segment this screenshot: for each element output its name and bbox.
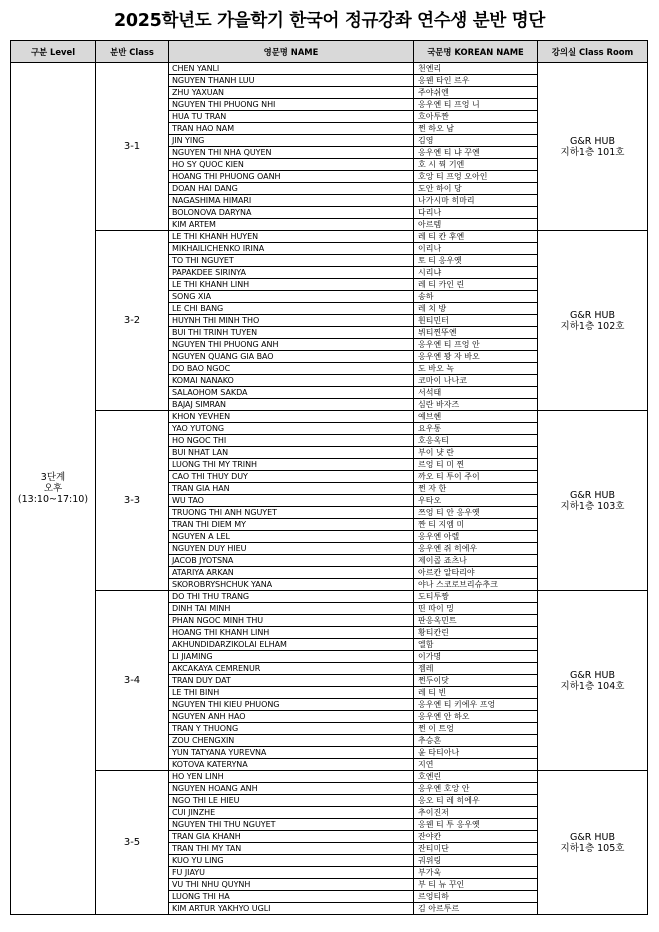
english-name-cell: NGUYEN THI PHUONG ANH	[169, 339, 414, 351]
english-name-cell: KOMAI NANAKO	[169, 375, 414, 387]
english-name-cell: AKHUNDIDARZIKOLAI ELHAM	[169, 639, 414, 651]
english-name-cell: HO NGOC THI	[169, 435, 414, 447]
english-name-cell: PHAN NGOC MINH THU	[169, 615, 414, 627]
korean-name-cell: 젬레	[414, 663, 538, 675]
english-name-cell: SONG XIA	[169, 291, 414, 303]
korean-name-cell: 주야쉬엔	[414, 87, 538, 99]
english-name-cell: HO SY QUOC KIEN	[169, 159, 414, 171]
class-room-cell	[538, 771, 648, 915]
level-line2: 오후	[43, 483, 63, 494]
english-name-cell: DO THI THU TRANG	[169, 591, 414, 603]
korean-name-cell: 제이콥 죠츠나	[414, 555, 538, 567]
class-room-cell	[538, 231, 648, 411]
table-row	[11, 411, 648, 423]
english-name-cell: BOLONOVA DARYNA	[169, 207, 414, 219]
korean-name-cell: 호앙 티 프엉 오아인	[414, 171, 538, 183]
table-row	[11, 63, 648, 75]
korean-name-cell: 도티투짱	[414, 591, 538, 603]
korean-name-cell: 쩐 자 한	[414, 483, 538, 495]
korean-name-cell: 응우옌 티 키에우 프엉	[414, 699, 538, 711]
english-name-cell: BUI NHAT LAN	[169, 447, 414, 459]
korean-name-cell: 레 티 카인 린	[414, 279, 538, 291]
english-name-cell: CAO THI THUY DUY	[169, 471, 414, 483]
header-level: 구분 Level	[11, 41, 96, 63]
korean-name-cell: 야나 스코로브리슈추크	[414, 579, 538, 591]
english-name-cell: SKOROBRYSHCHUK YANA	[169, 579, 414, 591]
korean-name-cell: 응우옌 티 프엉 니	[414, 99, 538, 111]
english-name-cell: KIM ARTEM	[169, 219, 414, 231]
korean-name-cell: 응웬 티 투 응우옛	[414, 819, 538, 831]
class-room-building: G&R HUB	[569, 669, 615, 681]
korean-name-cell: 레 치 방	[414, 303, 538, 315]
korean-name-cell: 김 아르투르	[414, 903, 538, 915]
korean-name-cell: 도 바오 녹	[414, 363, 538, 375]
page-title: 2025학년도 가을학기 한국어 정규강좌 연수생 분반 명단	[114, 11, 545, 31]
class-cell: 3-5	[96, 771, 169, 915]
english-name-cell: LE CHI BANG	[169, 303, 414, 315]
english-name-cell: NGUYEN DUY HIEU	[169, 543, 414, 555]
english-name-cell: NGUYEN HOANG ANH	[169, 783, 414, 795]
korean-name-cell: 김영	[414, 135, 538, 147]
english-name-cell: HUYNH THI MINH THO	[169, 315, 414, 327]
english-name-cell: TRAN HAO NAM	[169, 123, 414, 135]
class-cell: 3-4	[96, 591, 169, 771]
korean-name-cell: 호옌린	[414, 771, 538, 783]
english-name-cell: MIKHAILICHENKO IRINA	[169, 243, 414, 255]
korean-name-cell: 응웬 타인 르우	[414, 75, 538, 87]
english-name-cell: LE THI BINH	[169, 687, 414, 699]
english-name-cell: KHON YEVHEN	[169, 411, 414, 423]
class-room-room-number: 지하1층 102호	[560, 320, 625, 332]
korean-name-cell: 예브헨	[414, 411, 538, 423]
english-name-cell: ZHU YAXUAN	[169, 87, 414, 99]
header-class: 분반 Class	[96, 41, 169, 63]
english-name-cell: KIM ARTUR YAKHYO UGLI	[169, 903, 414, 915]
header-class-room: 강의실 Class Room	[538, 41, 648, 63]
english-name-cell: ZOU CHENGXIN	[169, 735, 414, 747]
korean-name-cell: 응우옌 티 프엉 안	[414, 339, 538, 351]
header-english-name: 영문명 NAME	[169, 41, 414, 63]
korean-name-cell: 쩐두이닷	[414, 675, 538, 687]
english-name-cell: AKCAKAYA CEMRENUR	[169, 663, 414, 675]
english-name-cell: DO BAO NGOC	[169, 363, 414, 375]
class-room-room-number: 지하1층 103호	[560, 500, 625, 512]
korean-name-cell: 황티칸린	[414, 627, 538, 639]
korean-name-cell: 호응옥티	[414, 435, 538, 447]
korean-name-cell: 코마이 나나코	[414, 375, 538, 387]
english-name-cell: NGUYEN A LEL	[169, 531, 414, 543]
level-line3: (13:10~17:10)	[17, 494, 89, 505]
english-name-cell: YUN TATYANA YUREVNA	[169, 747, 414, 759]
korean-name-cell: 궈위링	[414, 855, 538, 867]
english-name-cell: NGUYEN THI NHA QUYEN	[169, 147, 414, 159]
korean-name-cell: 윤 타티아나	[414, 747, 538, 759]
english-name-cell: BAJAJ SIMRAN	[169, 399, 414, 411]
korean-name-cell: 응우옌 쥐 히에우	[414, 543, 538, 555]
english-name-cell: BUI THI TRINH TUYEN	[169, 327, 414, 339]
korean-name-cell: 휜티민터	[414, 315, 538, 327]
korean-name-cell: 엘함	[414, 639, 538, 651]
korean-name-cell: 호 시 꿕 기엔	[414, 159, 538, 171]
english-name-cell: DINH TAI MINH	[169, 603, 414, 615]
english-name-cell: NGUYEN ANH HAO	[169, 711, 414, 723]
korean-name-cell: 서석태	[414, 387, 538, 399]
korean-name-cell: 뷔티찐뚜옌	[414, 327, 538, 339]
english-name-cell: LE THI KHANH HUYEN	[169, 231, 414, 243]
korean-name-cell: 추이진저	[414, 807, 538, 819]
english-name-cell: NGUYEN THANH LUU	[169, 75, 414, 87]
korean-name-cell: 이리나	[414, 243, 538, 255]
korean-name-cell: 나가시마 히마리	[414, 195, 538, 207]
korean-name-cell: 지연	[414, 759, 538, 771]
korean-name-cell: 응우옌 티 냐 꾸옌	[414, 147, 538, 159]
korean-name-cell: 천옌리	[414, 63, 538, 75]
english-name-cell: TRUONG THI ANH NGUYET	[169, 507, 414, 519]
english-name-cell: CHEN YANLI	[169, 63, 414, 75]
english-name-cell: NGUYEN THI PHUONG NHI	[169, 99, 414, 111]
english-name-cell: TRAN THI MY TAN	[169, 843, 414, 855]
english-name-cell: CUI JINZHE	[169, 807, 414, 819]
english-name-cell: LE THI KHANH LINH	[169, 279, 414, 291]
korean-name-cell: 까오 티 투이 주이	[414, 471, 538, 483]
korean-name-cell: 레 티 칸 후옌	[414, 231, 538, 243]
class-room-cell	[538, 63, 648, 231]
header-korean-name: 국문명 KOREAN NAME	[414, 41, 538, 63]
class-cell: 3-2	[96, 231, 169, 411]
korean-name-cell: 레 티 빈	[414, 687, 538, 699]
table-row	[11, 231, 648, 243]
korean-name-cell: 판응옥민트	[414, 615, 538, 627]
english-name-cell: VU THI NHU QUYNH	[169, 879, 414, 891]
korean-name-cell: 쯔엉 티 안 응우옛	[414, 507, 538, 519]
english-name-cell: TRAN GIA HAN	[169, 483, 414, 495]
korean-name-cell: 아르칸 알타리야	[414, 567, 538, 579]
korean-name-cell: 부가욱	[414, 867, 538, 879]
class-cell: 3-3	[96, 411, 169, 591]
korean-name-cell: 아르템	[414, 219, 538, 231]
korean-name-cell: 잔티미단	[414, 843, 538, 855]
korean-name-cell: 도안 하이 당	[414, 183, 538, 195]
english-name-cell: WU TAO	[169, 495, 414, 507]
class-room-cell	[538, 591, 648, 771]
table-header-row	[11, 41, 648, 63]
english-name-cell: NGUYEN THI KIEU PHUONG	[169, 699, 414, 711]
class-room-room-number: 지하1층 104호	[560, 680, 625, 692]
english-name-cell: FU JIAYU	[169, 867, 414, 879]
korean-name-cell: 응오 티 레 히에우	[414, 795, 538, 807]
english-name-cell: HOANG THI KHANH LINH	[169, 627, 414, 639]
english-name-cell: ATARIYA ARKAN	[169, 567, 414, 579]
english-name-cell: KUO YU LING	[169, 855, 414, 867]
korean-name-cell: 응우옌 꽝 자 바오	[414, 351, 538, 363]
level-cell	[11, 63, 96, 915]
class-roster-table	[10, 40, 648, 915]
english-name-cell: DOAN HAI DANG	[169, 183, 414, 195]
english-name-cell: TO THI NGUYET	[169, 255, 414, 267]
korean-name-cell: 우타오	[414, 495, 538, 507]
english-name-cell: PAPAKDEE SIRINYA	[169, 267, 414, 279]
korean-name-cell: 응우옌 아렐	[414, 531, 538, 543]
roster-body	[11, 63, 648, 915]
english-name-cell: TRAN DUY DAT	[169, 675, 414, 687]
korean-name-cell: 르엉티하	[414, 891, 538, 903]
korean-name-cell: 추승흔	[414, 735, 538, 747]
korean-name-cell: 흐아투짠	[414, 111, 538, 123]
korean-name-cell: 응우옌 안 하오	[414, 711, 538, 723]
english-name-cell: SALAOHOM SAKDA	[169, 387, 414, 399]
english-name-cell: LUONG THI HA	[169, 891, 414, 903]
korean-name-cell: 토 티 응우옛	[414, 255, 538, 267]
english-name-cell: TRAN THI DIEM MY	[169, 519, 414, 531]
english-name-cell: HO YEN LINH	[169, 771, 414, 783]
class-room-building: G&R HUB	[569, 831, 615, 843]
korean-name-cell: 이가명	[414, 651, 538, 663]
english-name-cell: HUA TU TRAN	[169, 111, 414, 123]
korean-name-cell: 응우옌 호앙 안	[414, 783, 538, 795]
english-name-cell: LI JIAMING	[169, 651, 414, 663]
korean-name-cell: 다리나	[414, 207, 538, 219]
english-name-cell: HOANG THI PHUONG OANH	[169, 171, 414, 183]
korean-name-cell: 시리냐	[414, 267, 538, 279]
korean-name-cell: 쩐 하오 남	[414, 123, 538, 135]
english-name-cell: NGUYEN THI THU NGUYET	[169, 819, 414, 831]
english-name-cell: NGUYEN QUANG GIA BAO	[169, 351, 414, 363]
class-room-room-number: 지하1층 105호	[560, 842, 625, 854]
table-row	[11, 771, 648, 783]
class-room-cell	[538, 411, 648, 591]
english-name-cell: NGO THI LE HIEU	[169, 795, 414, 807]
korean-name-cell: 잔야칸	[414, 831, 538, 843]
korean-name-cell: 르엉 티 미 찐	[414, 459, 538, 471]
class-room-room-number: 지하1층 101호	[560, 146, 625, 158]
korean-name-cell: 요우통	[414, 423, 538, 435]
english-name-cell: YAO YUTONG	[169, 423, 414, 435]
korean-name-cell: 띤 따이 밍	[414, 603, 538, 615]
class-cell: 3-1	[96, 63, 169, 231]
korean-name-cell: 부이 냣 란	[414, 447, 538, 459]
table-row	[11, 591, 648, 603]
english-name-cell: TRAN Y THUONG	[169, 723, 414, 735]
class-room-building: G&R HUB	[569, 309, 615, 321]
korean-name-cell: 부 티 뉴 꾸인	[414, 879, 538, 891]
english-name-cell: TRAN GIA KHANH	[169, 831, 414, 843]
korean-name-cell: 짠 티 지엠 미	[414, 519, 538, 531]
class-room-building: G&R HUB	[569, 135, 615, 147]
korean-name-cell: 송하	[414, 291, 538, 303]
korean-name-cell: 심란 바자즈	[414, 399, 538, 411]
class-room-building: G&R HUB	[569, 489, 615, 501]
english-name-cell: JIN YING	[169, 135, 414, 147]
english-name-cell: JACOB JYOTSNA	[169, 555, 414, 567]
korean-name-cell: 쩐 이 트엉	[414, 723, 538, 735]
english-name-cell: KOTOVA KATERYNA	[169, 759, 414, 771]
english-name-cell: NAGASHIMA HIMARI	[169, 195, 414, 207]
english-name-cell: LUONG THI MY TRINH	[169, 459, 414, 471]
level-line1: 3단계	[40, 472, 66, 483]
